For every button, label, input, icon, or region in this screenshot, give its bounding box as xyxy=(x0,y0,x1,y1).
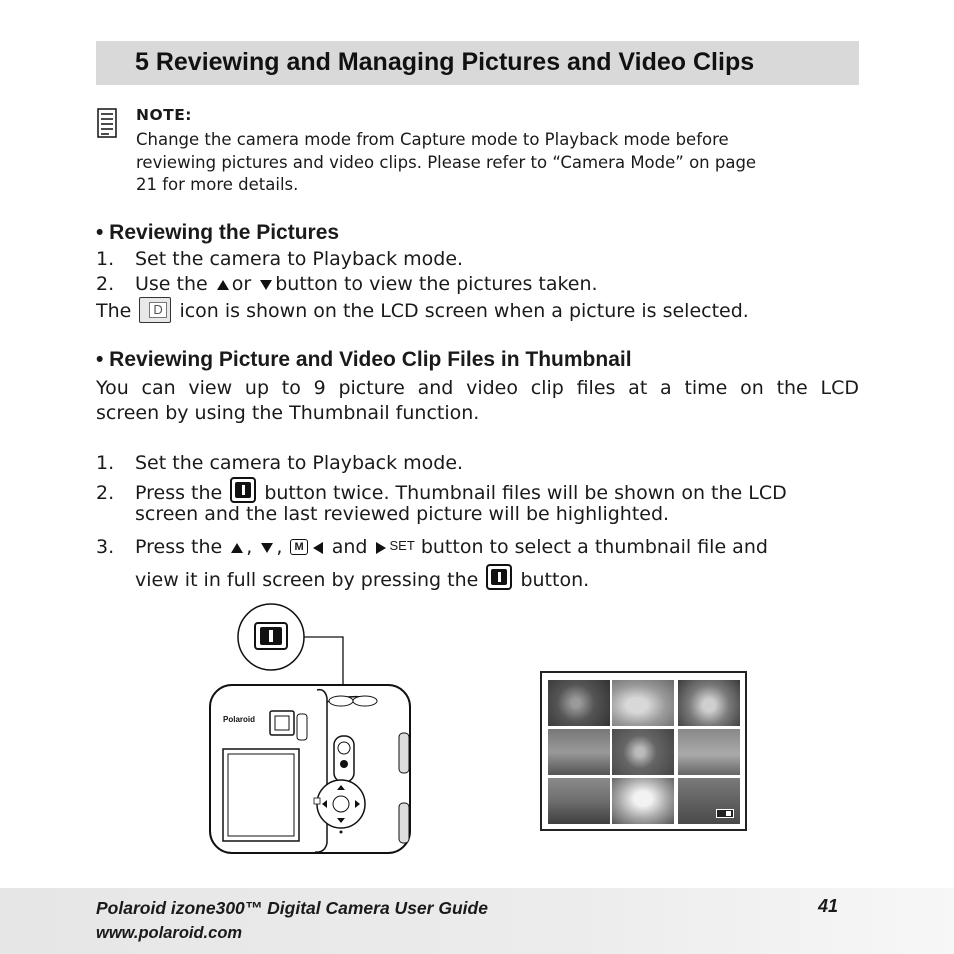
s2-intro-line2: screen by using the Thumbnail function. xyxy=(96,402,480,424)
page-title: 5 Reviewing and Managing Pictures and Video Clips xyxy=(135,48,755,76)
heading-reviewing-pictures: • Reviewing the Pictures xyxy=(96,221,340,244)
d-playback-icon xyxy=(139,297,171,323)
step-text: button to view the pictures taken. xyxy=(275,273,598,295)
heading-thumbnail: • Reviewing Picture and Video Clip Files in Thumbnail xyxy=(96,348,632,371)
thumbnail-8 xyxy=(612,778,674,824)
note-line: reviewing pictures and video clips. Please refer to “Camera Mode” on page xyxy=(136,152,757,172)
body-text: icon is shown on the LCD screen when a picture is selected. xyxy=(179,300,749,322)
down-arrow-icon xyxy=(261,543,273,553)
s1-step2 xyxy=(96,272,598,298)
step-number: 2. xyxy=(96,482,115,504)
step-text: Use the xyxy=(135,273,208,295)
note-line: 21 for more details. xyxy=(136,175,299,194)
step-number: 1. xyxy=(96,248,115,270)
step-text: , xyxy=(276,536,283,558)
up-arrow-icon xyxy=(231,543,243,553)
thumbnail-7 xyxy=(548,778,610,824)
playback-button-icon xyxy=(230,477,256,503)
right-arrow-icon xyxy=(376,542,386,554)
step-text: and xyxy=(331,536,368,558)
camera-illustration xyxy=(205,598,420,860)
thumbnail-3 xyxy=(678,680,740,726)
step-text: Set the camera to Playback mode. xyxy=(135,452,464,474)
thumbnail-grid xyxy=(540,671,747,831)
step-text: , xyxy=(246,536,253,558)
note-label: NOTE: xyxy=(136,106,193,124)
thumbnail-9 xyxy=(678,778,740,824)
body-text: The xyxy=(96,300,132,322)
camera-brand-label: Polaroid xyxy=(223,715,256,724)
footer-title: Polaroid izone300™ Digital Camera User Guide xyxy=(96,898,488,918)
step-text: Press the xyxy=(135,482,223,504)
down-arrow-icon xyxy=(260,280,272,290)
thumbnail-1 xyxy=(548,680,610,726)
s1-step1 xyxy=(96,247,463,273)
s2-step3-line2 xyxy=(135,564,589,594)
s2-step1 xyxy=(96,451,463,477)
left-arrow-icon xyxy=(313,542,323,554)
menu-button-icon: M xyxy=(290,539,307,555)
step-text: button to select a thumbnail file and xyxy=(420,536,768,558)
battery-icon xyxy=(716,809,734,818)
step-text: or xyxy=(231,273,252,295)
step-number: 1. xyxy=(96,452,115,474)
note-line: Change the camera mode from Capture mode to Playback mode before xyxy=(136,130,729,149)
thumbnail-5 xyxy=(612,729,674,775)
s2-step3 xyxy=(96,533,859,561)
step-text: view it in full screen by pressing the xyxy=(135,569,479,591)
thumbnail-4 xyxy=(548,729,610,775)
thumbnail-2 xyxy=(612,680,674,726)
footer-url[interactable]: www.polaroid.com xyxy=(96,924,243,942)
note-body xyxy=(136,129,856,197)
step-text: Press the xyxy=(135,536,223,558)
note-icon xyxy=(97,108,117,138)
step-text: Set the camera to Playback mode. xyxy=(135,248,464,270)
s2-intro-line1: You can view up to 9 picture and video clip files at a time on the LCD xyxy=(96,377,859,399)
set-label: SET xyxy=(389,538,415,553)
s2-step2-line2: screen and the last reviewed picture will be highlighted. xyxy=(135,503,670,525)
step-number: 3. xyxy=(96,536,115,558)
step-number: 2. xyxy=(96,273,115,295)
s1-line3 xyxy=(96,297,749,325)
page-number: 41 xyxy=(818,896,839,916)
step-text: button. xyxy=(520,569,590,591)
d-icon-letter: D xyxy=(149,302,166,318)
playback-button-icon xyxy=(486,564,512,590)
step-text: button twice. Thumbnail files will be shown on the LCD xyxy=(264,482,787,504)
thumbnail-6 xyxy=(678,729,740,775)
up-arrow-icon xyxy=(217,280,229,290)
